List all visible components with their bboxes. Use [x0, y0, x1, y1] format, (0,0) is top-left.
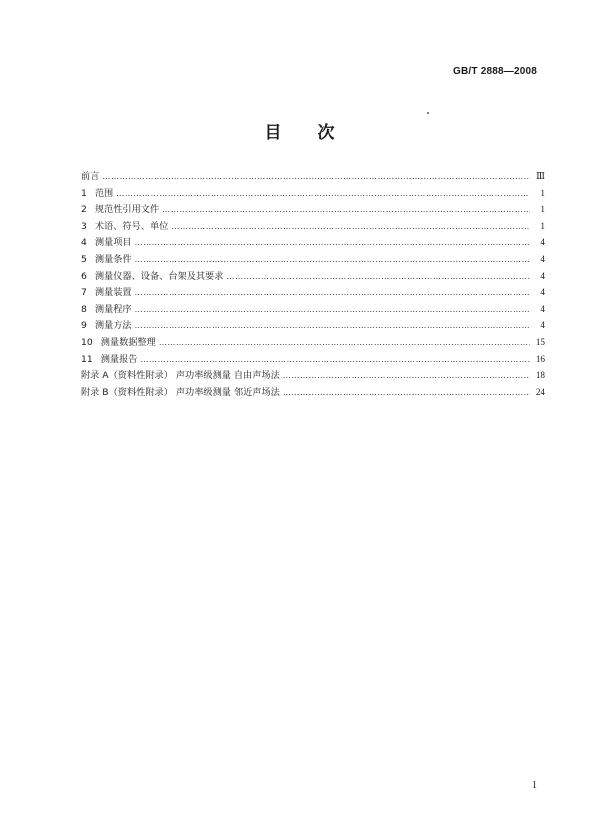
- toc-entry[interactable]: [81, 234, 545, 251]
- toc-dot-leader: [171, 219, 530, 236]
- toc-entry-text: 测量条件: [94, 253, 132, 265]
- toc-entry-label: [81, 285, 132, 302]
- toc-entry-text: 测量方法: [94, 320, 132, 332]
- toc-entry-page: 4: [540, 237, 545, 248]
- toc-entry-label: [81, 235, 132, 252]
- toc-entry-text: 测量装置: [94, 287, 132, 299]
- toc-entry[interactable]: [81, 351, 545, 368]
- toc-entry-label: [81, 302, 132, 319]
- toc-entry-text: 测量仪器、设备、台架及其要求: [94, 270, 224, 282]
- toc-entry-label: [81, 318, 132, 335]
- toc-entry-page: Ⅲ: [536, 171, 545, 181]
- toc-entry-text: 范围: [94, 187, 114, 199]
- toc-entry[interactable]: [81, 284, 545, 301]
- toc-entry-page: 4: [540, 270, 545, 281]
- toc-entry-label: [81, 186, 113, 203]
- toc-entry-text: 测量报告: [100, 353, 138, 365]
- toc-dot-leader: [135, 302, 530, 319]
- toc-entry-page: 4: [540, 253, 545, 264]
- toc-dot-leader: [283, 385, 530, 402]
- toc-entry-number: 3: [81, 220, 87, 232]
- toc-entry[interactable]: [81, 251, 545, 268]
- toc-entry-label: [81, 269, 223, 286]
- toc-entry-page: 1: [540, 220, 545, 231]
- toc-entry[interactable]: [81, 334, 545, 351]
- toc-dot-leader: [159, 335, 530, 352]
- toc-dot-leader: [135, 235, 530, 252]
- toc-entry[interactable]: [81, 367, 545, 384]
- standard-number: GB/T 2888—2008: [453, 66, 537, 77]
- toc-entry-number: 2: [81, 204, 87, 216]
- toc-entry-page: 4: [540, 320, 545, 331]
- toc-dot-leader: [226, 269, 530, 286]
- toc-entry-page: 24: [535, 386, 545, 397]
- page-title: 目次: [264, 123, 371, 143]
- toc-entry-label: [81, 335, 156, 352]
- toc-entry-label: [81, 252, 132, 269]
- toc-entry-page: 1: [540, 204, 545, 215]
- toc-entry[interactable]: [81, 317, 545, 334]
- toc-entry-label: [81, 352, 137, 369]
- toc-entry-page: 4: [540, 303, 545, 314]
- toc-entry-number: 8: [81, 303, 87, 315]
- toc-entry-label: [81, 219, 168, 236]
- toc-dot-leader: [140, 352, 530, 369]
- toc-entry-text: 附录 A（资料性附录） 声功率级测量 自由声场法: [81, 370, 280, 382]
- toc-entry-text: 规范性引用文件: [94, 204, 160, 216]
- toc-entry-number: 9: [81, 320, 87, 332]
- toc-dot-leader: [283, 368, 530, 385]
- toc-entry[interactable]: [81, 301, 545, 318]
- toc-entry-page: 1: [540, 187, 545, 198]
- toc-dot-leader: [102, 169, 530, 186]
- toc-entry-page: 16: [535, 353, 545, 364]
- toc-entry[interactable]: [81, 201, 545, 218]
- toc-dot-leader: [162, 202, 530, 219]
- toc-entry-number: 4: [81, 237, 87, 249]
- toc-entry-text: 测量程序: [94, 303, 132, 315]
- toc-entry-text: 前言: [81, 171, 100, 182]
- toc-entry-text: 术语、符号、单位: [94, 220, 169, 232]
- toc-entry-number: 6: [81, 270, 87, 282]
- toc-entry-text: 附录 B（资料性附录） 声功率级测量 邻近声场法: [81, 386, 280, 398]
- toc-entry[interactable]: [81, 268, 545, 285]
- toc-entry-label: [81, 169, 99, 186]
- toc-entry[interactable]: [81, 185, 545, 202]
- toc-dot-leader: [135, 318, 530, 335]
- toc-entry[interactable]: [81, 168, 545, 185]
- toc-entry[interactable]: [81, 384, 545, 401]
- toc-entry-page: 15: [535, 336, 545, 347]
- toc-entry-number: 10: [81, 336, 93, 348]
- toc-entry[interactable]: [81, 218, 545, 235]
- toc-entry-page: 4: [540, 287, 545, 298]
- toc-entry-label: [81, 202, 159, 219]
- table-of-contents: [81, 168, 545, 400]
- toc-entry-text: 测量数据整理: [100, 336, 156, 348]
- toc-dot-leader: [116, 186, 530, 203]
- toc-dot-leader: [135, 285, 530, 302]
- toc-entry-number: 11: [81, 353, 93, 365]
- toc-entry-page: 18: [535, 370, 545, 381]
- toc-entry-number: 1: [81, 187, 87, 199]
- toc-entry-label: [81, 368, 280, 385]
- toc-entry-number: 5: [81, 253, 87, 265]
- toc-entry-number: 7: [81, 287, 87, 299]
- page-number: 1: [532, 780, 537, 791]
- scan-speck: [427, 112, 429, 114]
- toc-entry-text: 测量项目: [94, 237, 132, 249]
- toc-dot-leader: [135, 252, 530, 269]
- toc-entry-label: [81, 385, 280, 402]
